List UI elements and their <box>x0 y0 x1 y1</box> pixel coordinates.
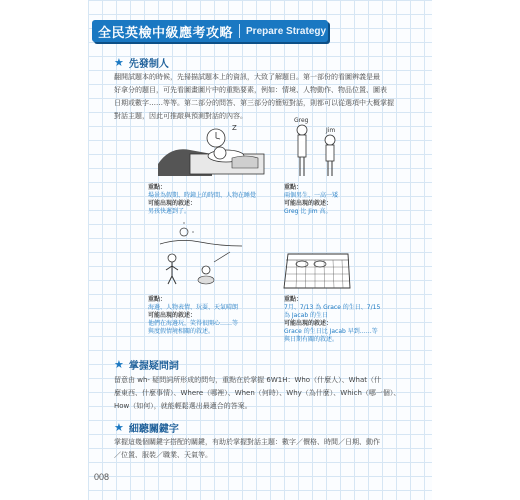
star-icon: ★ <box>114 56 124 69</box>
jim-label: Jim <box>326 127 336 134</box>
caption-key: 可能出現的敘述： <box>148 312 197 319</box>
section-heading-3 <box>114 420 179 435</box>
sleeping-boy-illustration <box>150 124 268 180</box>
caption-text: 兩個男生、一高一矮 <box>284 192 339 199</box>
star-icon: ★ <box>114 358 124 371</box>
para-line: 翻開試題本的時候，先掃描試題本上的資訊，大致了解題目。第一部份的看圖辨義是最 <box>114 73 380 81</box>
caption-4 <box>284 296 414 344</box>
caption-text: Greg 比 Jim 高。 <box>284 208 332 215</box>
caption-2 <box>284 184 414 216</box>
header-subtitle: Prepare Strategy <box>246 25 327 37</box>
two-boys-illustration <box>290 114 360 184</box>
caption-text: 與度假情境相關的敘述。 <box>148 328 215 335</box>
para-line: 日期或數字……等等。第二部分的問答、第三部分的簡短對話，則都可以從選項中大概掌握 <box>114 99 394 107</box>
caption-key: 重點： <box>148 184 167 191</box>
caption-key: 重點： <box>148 296 167 303</box>
page-number: 008 <box>94 472 110 482</box>
caption-text: 7月、7/13 為 Grace 的生日、7/15 <box>284 304 381 311</box>
left-margin <box>0 0 88 500</box>
calendar-illustration <box>282 248 354 292</box>
para-line: 對話主題，因此可推敲與預測對話的內容。 <box>114 112 247 120</box>
section-title: 細聽關鍵字 <box>128 424 179 435</box>
beach-illustration <box>150 222 250 292</box>
chapter-header <box>92 20 328 42</box>
caption-key: 可能出現的敘述： <box>284 320 333 327</box>
caption-text: 海邊、人物表情、玩耍、天氣晴朗 <box>148 304 239 311</box>
greg-label: Greg <box>294 117 309 124</box>
caption-text: 男孩快遲到了。 <box>148 208 191 215</box>
caption-text: Grace 的生日比 Jacab 早到……等 <box>284 328 378 335</box>
caption-1 <box>148 184 278 216</box>
right-margin <box>432 0 520 500</box>
caption-key: 重點： <box>284 296 303 303</box>
caption-3 <box>148 296 278 336</box>
caption-text: 場景為假期、時鐘上的時間、人物在睡覺 <box>148 192 257 199</box>
section3-paragraph <box>114 436 414 462</box>
section-title: 掌握疑問詞 <box>128 361 179 372</box>
header-title: 全民英檢中級應考攻略 <box>98 25 234 41</box>
section-heading-2 <box>114 357 179 372</box>
para-line: 掌握這幾個關鍵字搭配的關鍵，有助於掌握對話主題：數字／價格、時間／日期、動作 <box>114 438 380 446</box>
para-line: 麼東西、什麼事情）、Where（哪裡）、When（何時）、Why（為什麼）、Which（哪一個）、 <box>114 389 401 397</box>
para-line: 好拿分的題目，可先看圖畫圖片中的重點要素，例如：情境、人物動作、物品位置、圖表 <box>114 86 387 94</box>
section-heading-1 <box>114 55 169 70</box>
caption-key: 可能出現的敘述： <box>284 200 333 207</box>
section-title: 先發制人 <box>128 59 169 70</box>
para-line: ／位置、服裝／職業、天氣等。 <box>114 451 212 459</box>
z-label: Z <box>232 124 237 132</box>
caption-text: 與日期有關的敘述。 <box>284 336 339 343</box>
para-line: 留意由 wh- 疑問詞所形成的問句，重點在於掌握 6W1H：Who（什麼人）、What（什 <box>114 376 381 384</box>
caption-text: 為 Jacab 的生日 <box>284 312 329 319</box>
para-line: How（如何），就能輕鬆選出最適合的答案。 <box>114 402 252 410</box>
caption-text: 他們在海邊玩，笑得很開心……等 <box>148 320 239 327</box>
star-icon: ★ <box>114 421 124 434</box>
header-divider <box>239 24 240 38</box>
section2-paragraph <box>114 374 414 413</box>
caption-key: 重點： <box>284 184 303 191</box>
section1-paragraph <box>114 71 414 123</box>
caption-key: 可能出現的敘述： <box>148 200 197 207</box>
